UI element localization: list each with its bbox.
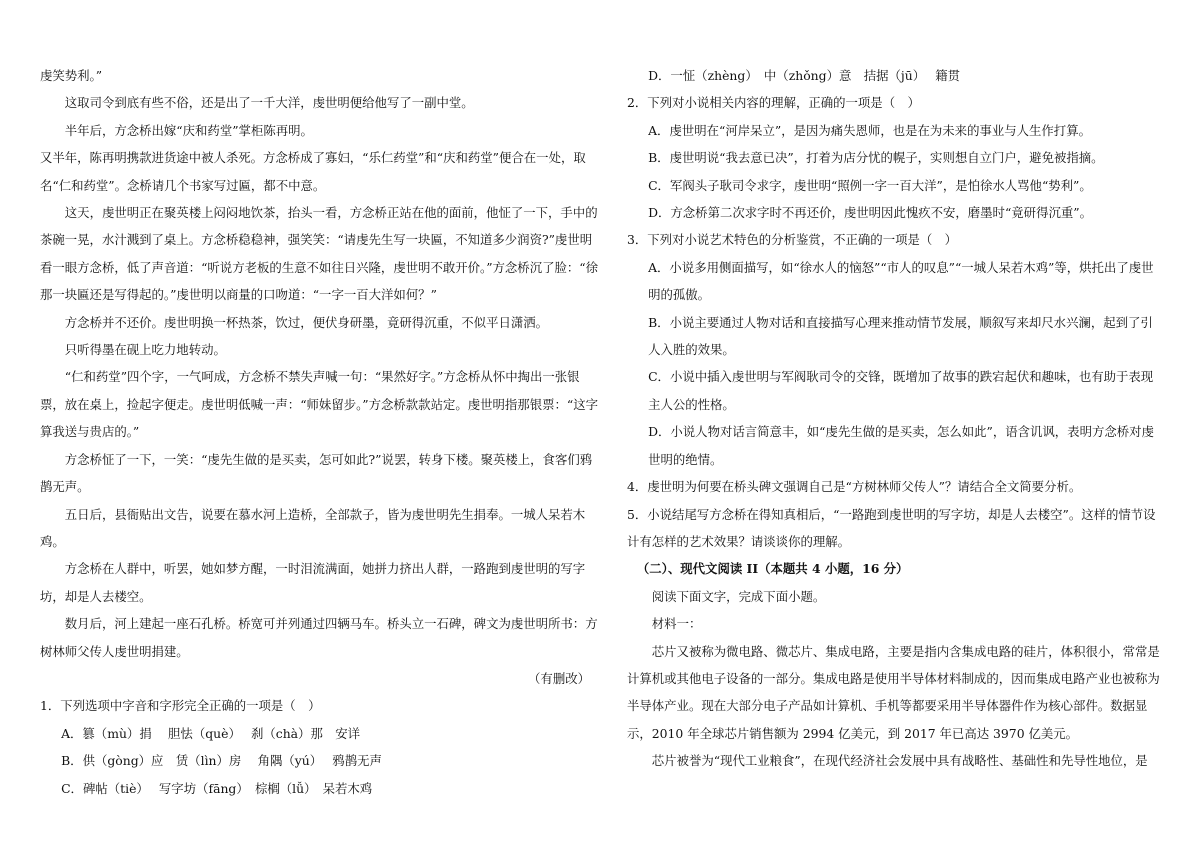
question-5: 5．小说结尾写方念桥在得知真相后，“一路跑到虔世明的写字坊，却是人去楼空”。这样的情节设计有怎样的艺术效果？请谈谈你的理解。 [627,506,1156,549]
right-column [627,62,1160,775]
material-label: 材料一： [651,616,702,632]
question-3-option-b: B．小说主要通过人物对话和直接描写心理来推动情节发展，顺叙写来却尺水兴澜，起到了引人入胜的效果。 [648,314,1153,358]
story-paragraph: 方念桥在人群中，听罢，她如梦方醒，一时泪流满面，她拼力挤出人群，一路跑到虔世明的写字坊，却是人去楼空。 [40,561,586,604]
story-paragraph: “仁和药堂”四个字，一气呵成，方念桥不禁失声喊一句：“果然好字。”方念桥从怀中掏出一张银票，放在桌上，捡起字便走。虔世明低喊一声：“师妹留步。”方念桥款款站定。虔世明指那银票：“这字算我送与贵店的。” [40,369,598,440]
story-paragraph: 虔笑势利。” [40,68,103,83]
question-3-stem: 3．下列对小说艺术特色的分析鉴赏，不正确的一项是（ ） [627,232,958,248]
source-note: （有删改） [528,670,590,686]
question-2-option-a: A．虔世明在“河岸呆立”，是因为痛失恩师，也是在为未来的事业与人生作打算。 [648,122,1091,138]
question-1-option-c: C．碑帖（tiè） 写字坊（fāng） 棕榈（lǚ） 呆若木鸡 [61,780,373,796]
question-4: 4．虔世明为何要在桥头碑文强调自己是“方树林师父传人”？请结合全文简要分析。 [627,479,1082,495]
question-1-option-d: D．一怔（zhèng） 中（zhǒng）意 拮据（jū） 籍贯 [648,68,961,83]
story-paragraph: 这取司令到底有些不俗，还是出了一千大洋，虔世明便给他写了一副中堂。 [64,95,474,111]
question-2-option-d: D．方念桥第二次求字时不再还价，虔世明因此愧疚不安，磨墨时“竟研得沉重”。 [648,205,1092,221]
story-paragraph: 数月后，河上建起一座石孔桥。桥宽可并列通过四辆马车。桥头立一石碑，碑文为虔世明所书：方树林师父传人虔世明捐建。 [40,616,598,659]
question-1-option-a: A．篡（mù）捐 胆怯（què） 刹（chà）那 安详 [61,725,361,741]
story-paragraph: 五日后，县衙贴出文告，说要在慕水河上造桥，全部款子，皆为虔世明先生捐奉。一城人呆若木鸡。 [40,506,586,549]
question-2-stem: 2．下列对小说相关内容的理解，正确的一项是（ ） [627,95,920,111]
question-2-option-b: B．虔世明说“我去意已决”，打着为店分忧的幌子，实则想自立门户，避免被指摘。 [648,150,1104,166]
story-paragraph: 这天，虔世明正在聚英楼上闷闷地饮茶，抬头一看，方念桥正站在他的面前，他怔了一下，手中的茶碗一晃，水汁溅到了桌上。方念桥稳稳神，强笑笑：“请虔先生写一块匾，不知道多少润资?”虔世明看一眼方念桥，低了声音道：“听说方老板的生意不如往日兴隆，虔世明不敢开价。”方念桥沉了脸：“徐那一块匾还是写得起的。”虔世明以商量的口吻道：“一字一百大洋如何？” [40,205,598,303]
left-column [40,62,598,802]
story-paragraph: 又半年，陈再明携款进货途中被人杀死。方念桥成了寡妇，“乐仁药堂”和“庆和药堂”便合在一处，取名“仁和药堂”。念桥请几个书家写过匾，都不中意。 [40,150,586,193]
question-3-option-d: D．小说人物对话言简意丰，如“虔先生做的是买卖，怎么如此”，语含讥讽，表明方念桥对虔世明的绝情。 [648,424,1154,467]
section-heading: （二）、现代文阅读 II（本题共 4 小题，16 分） [636,561,909,577]
question-3-option-a: A．小说多用侧面描写，如“徐水人的恼怒”“市人的叹息”“一城人呆若木鸡”等，烘托出了虔世明的孤傲。 [648,259,1154,303]
question-3-option-c: C．小说中插入虔世明与军阀耿司令的交锋，既增加了故事的跌宕起伏和趣味，也有助于表现主人公的性格。 [648,369,1154,412]
material-paragraph: 芯片被誉为“现代工业粮食”，在现代经济社会发展中具有战略性、基础性和先导性地位，是 [651,753,1148,769]
reading-instruction: 阅读下面文字，完成下面小题。 [651,588,826,604]
material-paragraph: 芯片又被称为微电路、微芯片、集成电路，主要是指内含集成电路的硅片，体积很小，常常是计算机或其他电子设备的一部分。集成电路是使用半导体材料制成的，因而集成电路产业也被称为半导体产业。现在大部分电子产品如计算机、手机等都要采用半导体器件作为核心部件。数据显示，2010 年全球芯片销售额为 2994 亿美元，到 2017 年已高达 3970 亿美元。 [627,643,1160,741]
story-paragraph: 方念桥并不还价。虔世明换一杯热茶，饮过，便伏身研墨，竟研得沉重，不似平日潇洒。 [64,314,549,330]
question-1-stem: 1．下列选项中字音和字形完全正确的一项是（ ） [40,698,321,714]
question-1-option-b: B．供（gòng）应 赁（lìn）房 角隅（yú） 鸦鹊无声 [61,753,382,769]
story-paragraph: 方念桥怔了一下，一笑：“虔先生做的是买卖，怎可如此?”说罢，转身下楼。聚英楼上，食客们鸦鹊无声。 [40,451,593,495]
question-2-option-c: C．军阀头子耿司令求字，虔世明“照例一字一百大洋”，是怕徐水人骂他“势利”。 [648,177,1092,193]
story-paragraph: 只听得墨在砚上吃力地转动。 [64,342,226,358]
story-paragraph: 半年后，方念桥出嫁“庆和药堂”掌柜陈再明。 [64,122,313,138]
